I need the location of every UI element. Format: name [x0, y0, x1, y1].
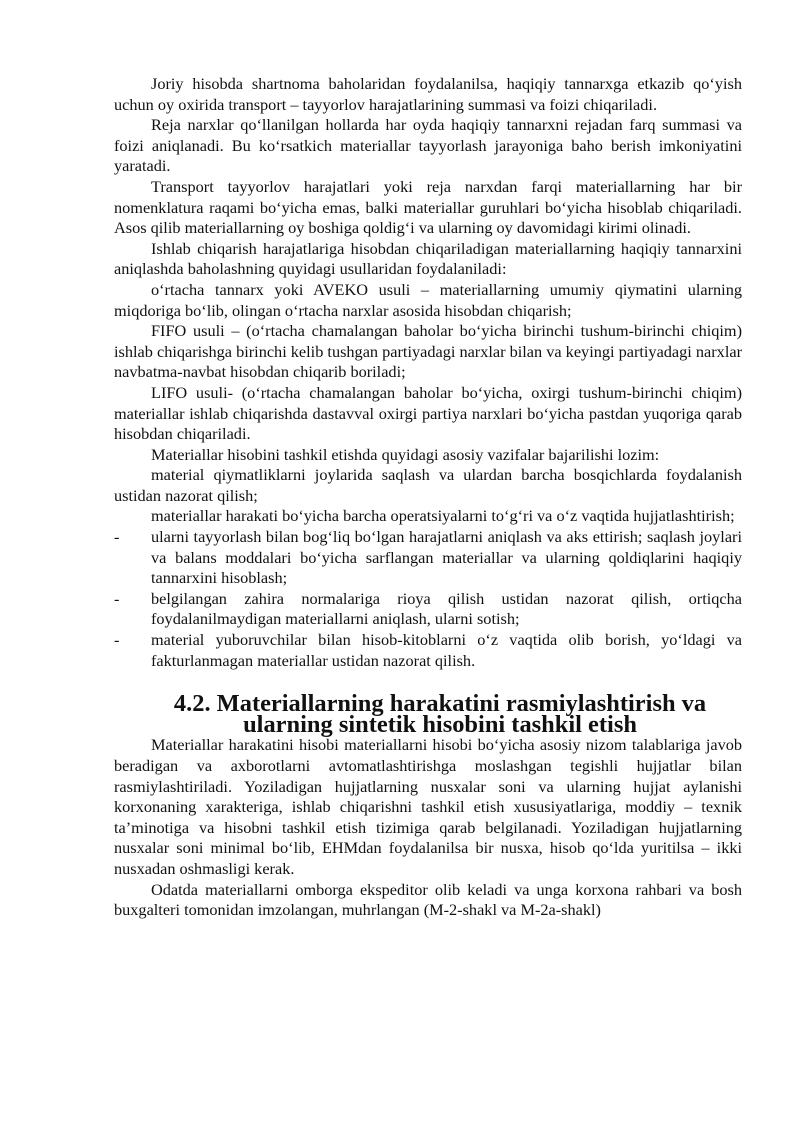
paragraph: o‘rtacha tannarx yoki AVEKO usuli – materiallarning umumiy qiymatini ularning miqdoriga bo‘lib, olingan o‘rtacha narxlar asosida hisobdan chiqarish; [114, 279, 742, 320]
list-item [114, 630, 742, 671]
list-item-text: ularni tayyorlash bilan bog‘liq bo‘lgan harajatlarni aniqlash va aks ettirish; saqlash joylari va balans moddalari bo‘yicha sarflangan materiallar va ularning qoldiqlarini haqiqiy tannarxini hisoblash; [151, 527, 742, 588]
dash-bullet: - [114, 588, 120, 608]
paragraph: Reja narxlar qo‘llanilgan hollarda har oyda haqiqiy tannarxni rejadan farq summasi va foizi aniqlanadi. Bu ko‘rsatkich materiallar tayyorlash jarayoniga baho berish imkoniyatini yaratadi. [114, 115, 742, 176]
dash-bullet: - [114, 630, 120, 650]
list-item-text: belgilangan zahira normalariga rioya qilish ustidan nazorat qilish, ortiqcha foydalanilmaydigan materiallarni aniqlash, ularni sotish; [151, 588, 742, 629]
document-page [114, 74, 742, 921]
paragraph: Materiallar hisobini tashkil etishda quyidagi asosiy vazifalar bajarilishi lozim: [151, 444, 660, 464]
paragraph: Transport tayyorlov harajatlari yoki reja narxdan farqi materiallarning har bir nomenklatura raqami bo‘yicha emas, balki materiallar guruhlari bo‘yicha hisoblab chiqariladi. Asos qilib materiallarning oy boshiga qoldig‘i va ularning oy davomidagi kirimi olinadi. [114, 176, 742, 238]
list-item [114, 589, 742, 630]
paragraph: material qiymatliklarni joylarida saqlash va ulardan barcha bosqichlarda foydalanish ustidan nazorat qilish; [114, 465, 742, 505]
list-item-text: material yuboruvchilar bilan hisob-kitoblarni o‘z vaqtida olib borish, yo‘ldagi va fakturlanmagan materiallar ustidan nazorat qilish. [151, 630, 742, 670]
dash-bullet: - [114, 527, 120, 547]
paragraph: Materiallar harakatini hisobi materiallarni hisobi bo‘yicha asosiy nizom talablariga javob beradigan va axborotlarni avtomatlashtirishga moslashgan tegishli hujjatlar bilan rasmiylashtiriladi. Yoziladigan hujjatlarning nusxalar soni va ularning hujjat aylanishi korxonaning xarakteriga, ishlab chiqarishni tashkil etish xususiyatlariga, moddiy – texnik ta’minotiga va hisobni tashkil etish tizimiga qarab belgilanadi. Yoziladigan hujjatlarning nusxalar soni minimal bo‘lib, EHMdan foydalanilsa bir nusxa, hisob qo‘lda yuritilsa – ikki nusxadan oshmasligi kerak. [114, 735, 742, 878]
paragraph: FIFO usuli – (o‘rtacha chamalangan baholar bo‘yicha birinchi tushum-birinchi chiqim) ishlab chiqarishga birinchi kelib tushgan partiyadagi narxlar bilan va keyingi partiyadagi narxlar navbatma-navbat hisobdan chiqarib boriladi; [114, 321, 742, 382]
paragraph: materiallar harakati bo‘yicha barcha operatsiyalarni to‘g‘ri va o‘z vaqtida hujjatlashtirish; [151, 506, 735, 526]
paragraph: LIFO usuli- (o‘rtacha chamalangan baholar bo‘yicha, oxirgi tushum-birinchi chiqim) materiallar ishlab chiqarishda dastavval oxirgi partiya narxlari bo‘yicha pastdan yuqoriga qarab hisobdan chiqariladi. [114, 382, 742, 444]
paragraph: Ishlab chiqarish harajatlariga hisobdan chiqariladigan materiallarning haqiqiy tannarxini aniqlashda baholashning quyidagi usullaridan foydalaniladi: [114, 238, 742, 279]
list-item [114, 527, 742, 589]
paragraph: Odatda materiallarni omborga ekspeditor olib keladi va unga korxona rahbari va bosh buxgalteri tomonidan imzolangan, muhrlangan (M-2-shakl va M-2a-shakl) [114, 879, 742, 920]
section-heading: 4.2. Materiallarning harakatini rasmiylashtirish va ularning sintetik hisobini tashkil etish [173, 690, 707, 738]
paragraph: Joriy hisobda shartnoma baholaridan foydalanilsa, haqiqiy tannarxga etkazib qo‘yish uchun oy oxirida transport – tayyorlov harajatlarining summasi va foizi chiqariladi. [114, 74, 742, 114]
